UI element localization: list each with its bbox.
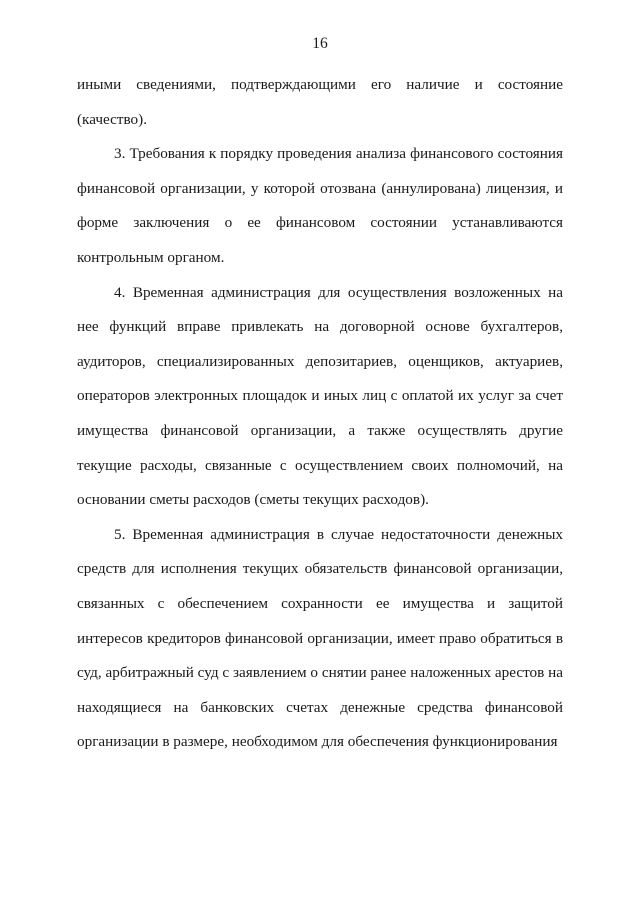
paragraph-item-4: 4. Временная администрация для осуществления возложенных на нее функций вправе привлекать на договорной основе бухгалтеров, аудиторов, специализированных депозитариев, оценщиков, актуариев, операторов электронных площадок и иных лиц с оплатой их услуг за счет имущества финансовой организации, а также осуществлять другие текущие расходы, связанные с осуществлением своих полномочий, на основании сметы расходов (сметы текущих расходов). xyxy=(77,283,563,509)
document-body xyxy=(77,68,563,760)
paragraph-item-3: 3. Требования к порядку проведения анализа финансового состояния финансовой организации, у которой отозвана (аннулирована) лицензия, и форме заключения о ее финансовом состоянии устанавливаются контрольным органом. xyxy=(77,145,563,266)
paragraph-continuation: иными сведениями, подтверждающими его наличие и состояние (качество). xyxy=(77,76,563,128)
page-number: 16 xyxy=(312,35,328,52)
paragraph-item-5: 5. Временная администрация в случае недостаточности денежных средств для исполнения текущих обязательств финансовой организации, связанных с обеспечением сохранности ее имущества и защитой интересов кредиторов финансовой организации, имеет право обратиться в суд, арбитражный суд с заявлением о снятии ранее наложенных арестов на находящиеся на банковских счетах денежные средства финансовой организации в размере, необходимом для обеспечения функционирования xyxy=(77,525,563,751)
